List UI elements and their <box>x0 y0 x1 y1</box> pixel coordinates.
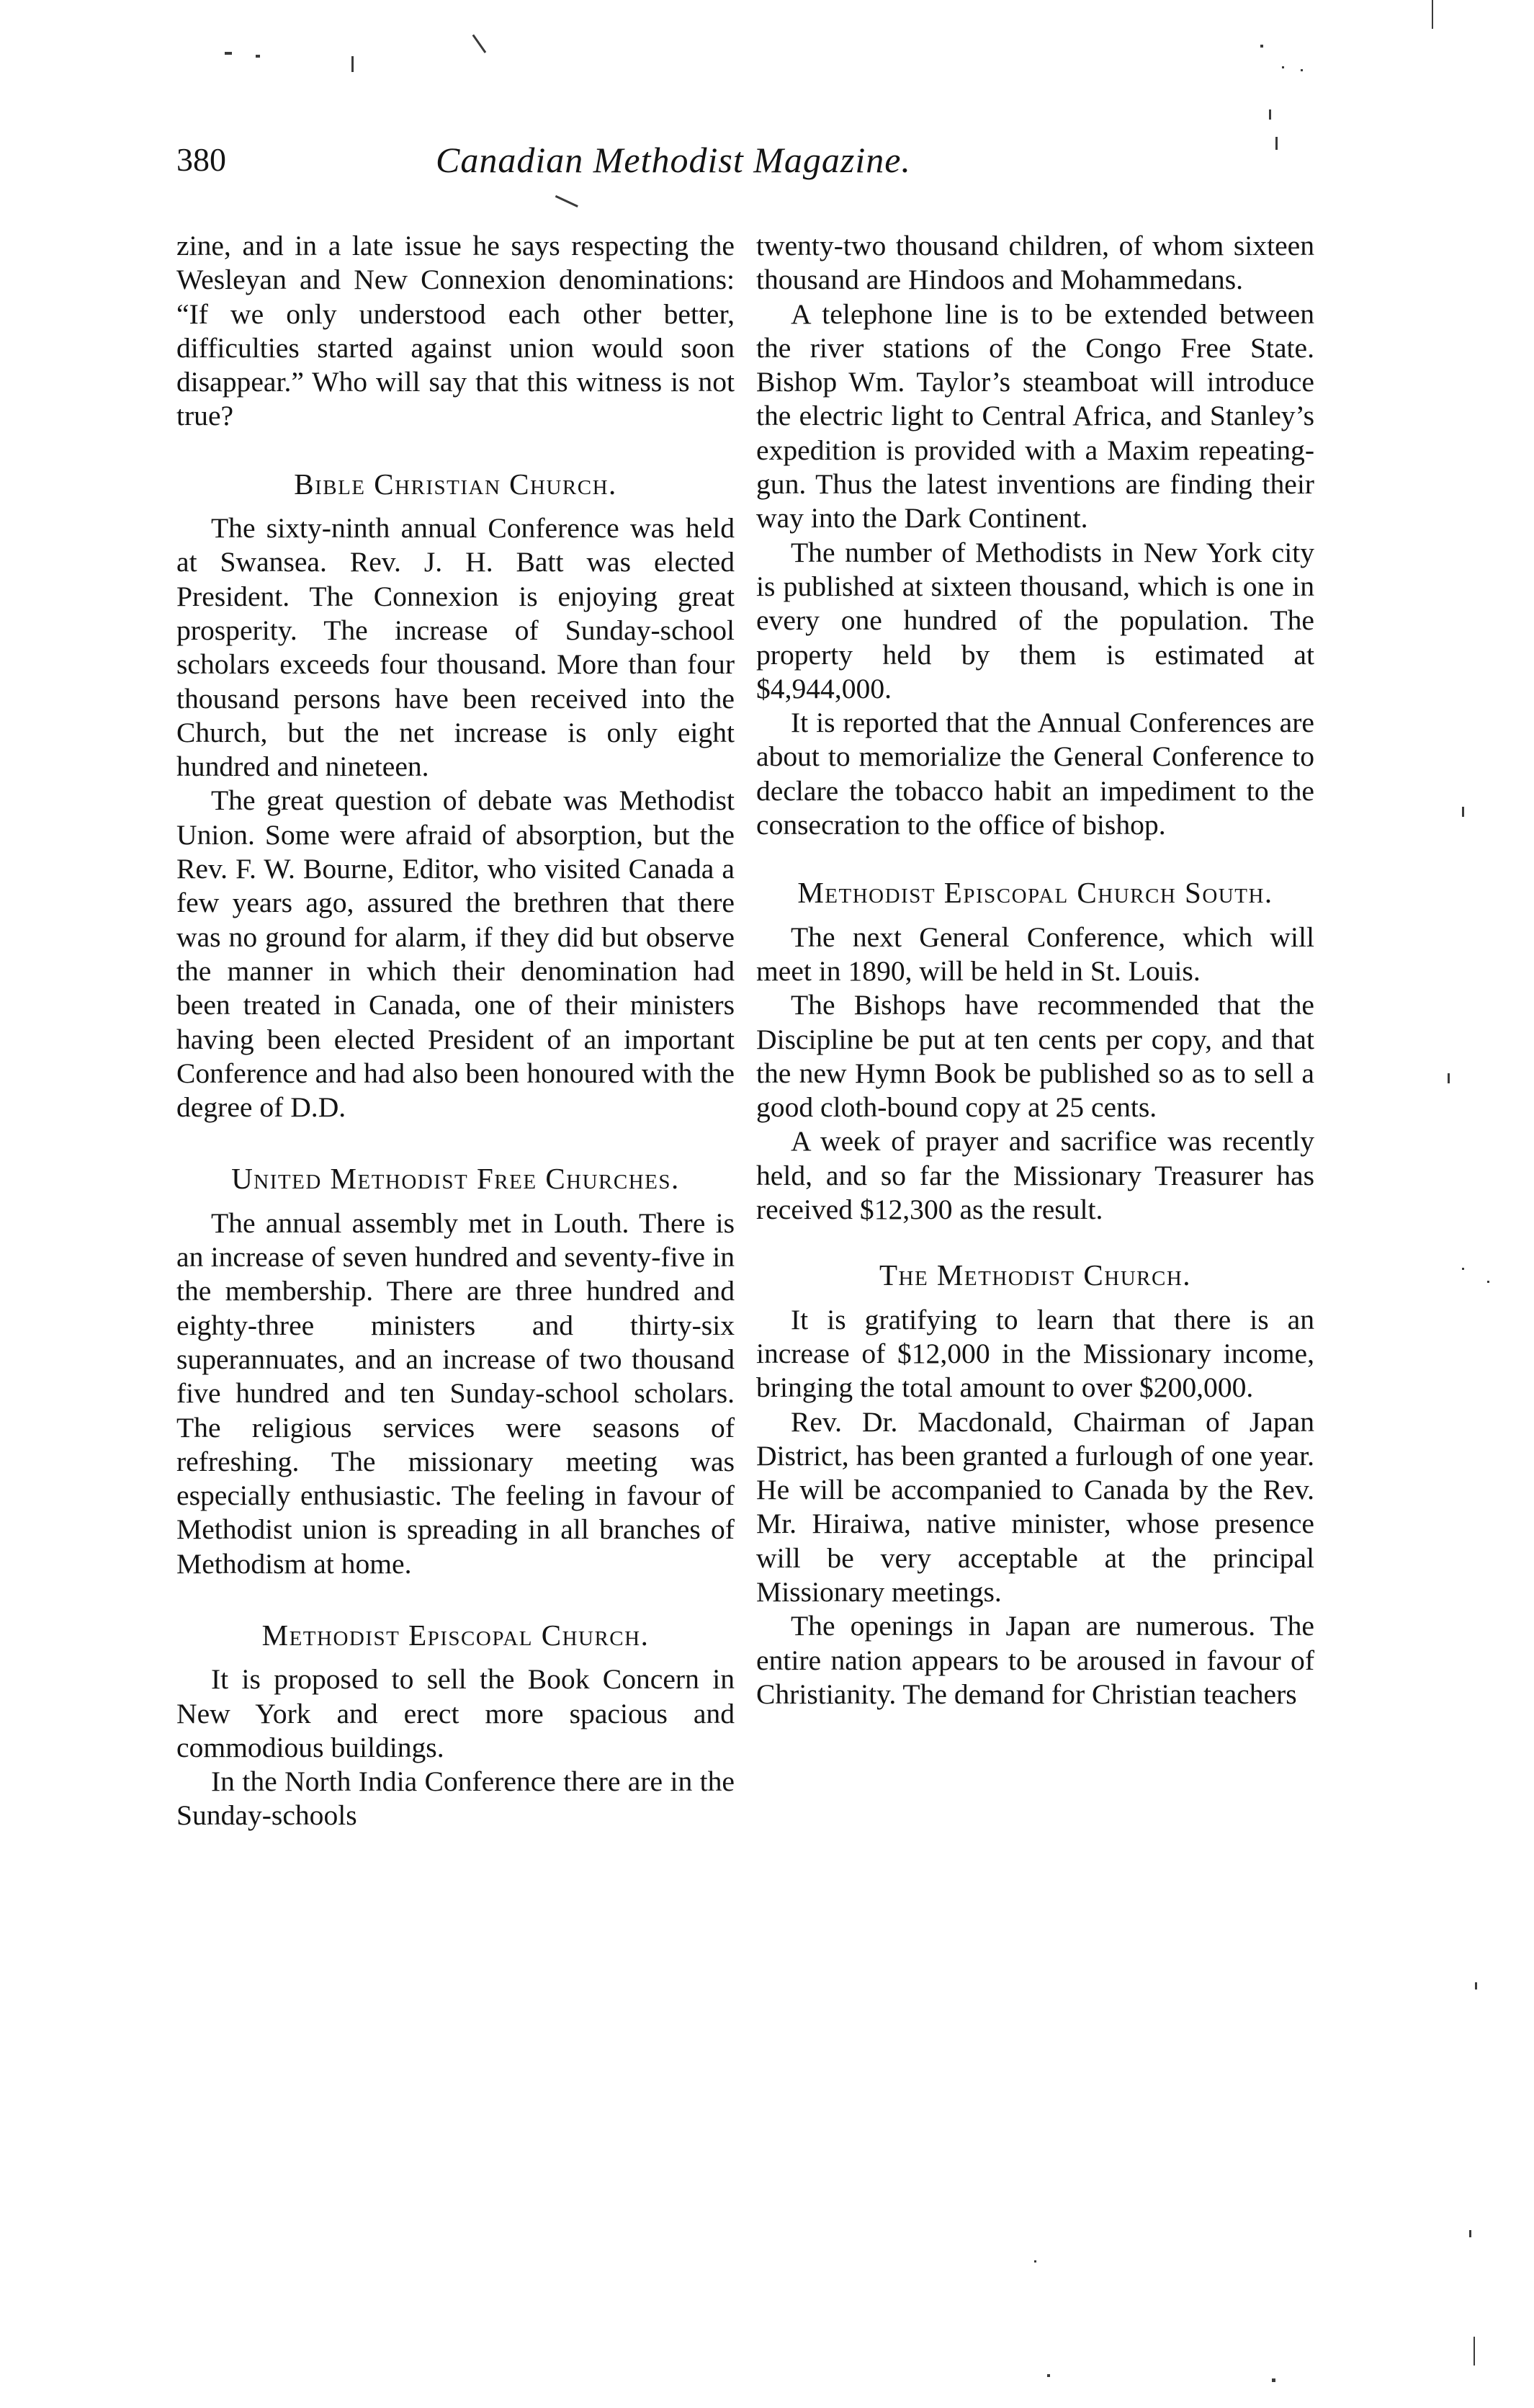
paragraph-new-york-methodists: The number of Methodists in New York city is published at sixteen thousand, which is one in every one hundred of the population. The property held by them is estimated at $4,944,000. <box>756 536 1314 704</box>
speck <box>1475 1982 1477 1989</box>
paragraph-children-continued: twenty-two thousand children, of whom sixteen thousand are Hindoos and Mohammedans. <box>756 230 1314 296</box>
paragraph-discipline-price: The Bishops have recommended that the Discipline be put at ten cents per copy, and that the new Hymn Book be published so as to sell a good cloth-bound copy at 25 cents. <box>756 989 1314 1124</box>
paragraph-bible-union: The great question of debate was Methodist Union. Some were afraid of absorption, but the Rev. F. W. Bourne, Editor, who visited Canada a few years ago, assured the brethren that there was no ground for alarm, if they did but observe the manner in which their denomination had been treated in Canada, one of their ministers having been elected President of an important Conference and had also been honoured with the degree of D.D. <box>176 784 735 1124</box>
paragraph-macdonald-furlough: Rev. Dr. Macdonald, Chairman of Japan District, has been granted a furlough of one year. He will be accompanied to Canada by the Rev. Mr. Hiraiwa, native minister, whose presence will be very acceptable at the principal Missionary meetings. <box>756 1405 1314 1608</box>
section-heading-methodist-episcopal: Methodist Episcopal Church. <box>261 1618 650 1652</box>
page-header <box>176 138 1300 196</box>
speck <box>1487 1281 1489 1283</box>
speck <box>225 52 232 55</box>
section-heading-methodist-church: The Methodist Church. <box>879 1258 1192 1292</box>
speck <box>1260 45 1263 48</box>
paragraph-general-conference: The next General Conference, which will meet in 1890, will be held in St. Louis. <box>756 921 1314 987</box>
left-column <box>176 229 735 1833</box>
speck <box>1269 109 1271 120</box>
paragraph-bible-conference: The sixty-ninth annual Conference was held at Swansea. Rev. J. H. Batt was elected President. The Connexion is enjoying great prosperity. The increase of Sunday-school scholars exceeds four thousand. More than four thousand persons have been received into the Church, but the net increase is only eight hundred and nineteen. <box>176 512 735 783</box>
speck <box>1474 2337 1475 2366</box>
speck <box>1047 2374 1050 2377</box>
paragraph-week-of-prayer: A week of prayer and sacrifice was recently held, and so far the Missionary Treasurer has received $12,300 as the result. <box>756 1125 1314 1226</box>
right-column <box>756 229 1314 1711</box>
speck <box>1448 1073 1450 1083</box>
speck <box>472 35 487 53</box>
paragraph-tobacco-habit: It is reported that the Annual Conferences are about to memorialize the General Conference to declare the tobacco habit an impediment to the consecration to the office of bishop. <box>756 707 1314 841</box>
paragraph-book-concern: It is proposed to sell the Book Concern in New York and erect more spacious and commodious buildings. <box>176 1663 735 1763</box>
running-title: Canadian Methodist Magazine. <box>436 140 911 180</box>
paragraph-telephone-line: A telephone line is to be extended between the river stations of the Congo Free State. Bishop Wm. Taylor’s steamboat will introduce the electric light to Central Africa, and Stanley’s expedition is provided with a Maxim repeating-gun. Thus the latest inventions are finding their way into the Dark Continent. <box>756 297 1314 534</box>
speck <box>1462 807 1464 817</box>
speck <box>351 56 354 72</box>
section-heading-united-methodist: United Methodist Free Churches. <box>231 1162 680 1196</box>
speck <box>256 55 260 58</box>
paragraph-united-assembly: The annual assembly met in Louth. There is an increase of seven hundred and seventy-five in the membership. There are three hundred and eighty-three ministers and thirty-six superannuates, and an increase of two thousand five hundred and ten Sunday-school scholars. The religious services were seasons of refreshing. The missionary meeting was especially enthusiastic. The feeling in favour of Methodist union is spreading in all branches of Methodism at home. <box>176 1207 735 1580</box>
speck <box>1034 2260 1036 2262</box>
paragraph-missionary-income: It is gratifying to learn that there is an increase of $12,000 in the Missionary income, bringing the total amount to over $200,000. <box>756 1303 1314 1404</box>
paragraph-intro-continued: zine, and in a late issue he says respecting the Wesleyan and New Connexion denominations: “If we only understood each other better, difficulties started against union would soon disappear.” Who will say that this witness is not true? <box>176 230 735 432</box>
section-heading-episcopal-south: Methodist Episcopal Church South. <box>797 876 1273 910</box>
paragraph-north-india: In the North India Conference there are in the Sunday-schools <box>176 1765 735 1832</box>
speck <box>1462 1268 1464 1270</box>
page-number: 380 <box>176 141 226 178</box>
speck <box>1301 69 1303 71</box>
section-heading-bible-christian: Bible Christian Church. <box>294 467 617 501</box>
speck <box>1282 66 1284 68</box>
speck <box>1432 0 1433 29</box>
speck <box>1272 2378 1275 2382</box>
speck <box>555 195 578 207</box>
speck <box>1469 2230 1471 2237</box>
paragraph-japan-openings: The openings in Japan are numerous. The entire nation appears to be aroused in favour of Christianity. The demand for Christian teachers <box>756 1610 1314 1710</box>
